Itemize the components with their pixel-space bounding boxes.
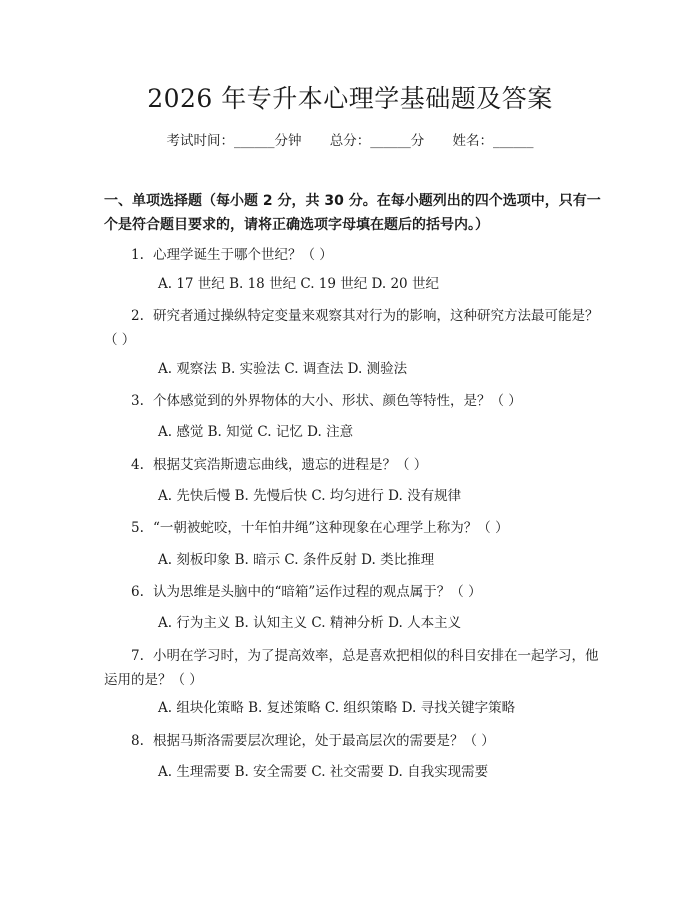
question-2-options: A. 观察法 B. 实验法 C. 调查法 D. 测验法 (158, 361, 408, 377)
question-number: 1. (131, 247, 144, 263)
question-4-options: A. 先快后慢 B. 先慢后快 C. 均匀进行 D. 没有规律 (158, 488, 462, 504)
question-number: 3. (131, 393, 144, 409)
question-5-options: A. 刻板印象 B. 暗示 C. 条件反射 D. 类比推理 (158, 552, 435, 568)
question-3 (104, 389, 604, 413)
question-stem: 根据艾宾浩斯遗忘曲线，遗忘的进程是？（ ） (153, 457, 428, 473)
exam-time-field: 考试时间：______分钟 (166, 133, 302, 149)
question-stem: 研究者通过操纵特定变量来观察其对行为的影响，这种研究方法最可能是？（ ） (104, 308, 599, 348)
question-6 (104, 580, 604, 604)
student-name-field: 姓名：______ (452, 133, 534, 149)
question-stem: 认为思维是头脑中的“暗箱”运作过程的观点属于？（ ） (153, 584, 482, 600)
question-7 (104, 644, 604, 692)
question-6-options: A. 行为主义 B. 认知主义 C. 精神分析 D. 人本主义 (158, 615, 462, 631)
question-stem: “一朝被蛇咬，十年怕井绳”这种现象在心理学上称为？（ ） (153, 520, 509, 536)
question-7-options: A. 组块化策略 B. 复述策略 C. 组织策略 D. 寻找关键字策略 (158, 700, 516, 716)
question-2 (104, 304, 604, 352)
question-1 (104, 243, 604, 267)
question-4 (104, 453, 604, 477)
total-score-field: 总分：______分 (329, 133, 425, 149)
question-8 (104, 729, 604, 753)
question-stem: 心理学诞生于哪个世纪？（ ） (153, 247, 333, 263)
question-stem: 根据马斯洛需要层次理论，处于最高层次的需要是？（ ） (153, 733, 495, 749)
question-1-options: A. 17 世纪 B. 18 世纪 C. 19 世纪 D. 20 世纪 (158, 276, 439, 292)
question-3-options: A. 感觉 B. 知觉 C. 记忆 D. 注意 (158, 424, 354, 440)
section-heading: 一、单项选择题（每小题 2 分，共 30 分。在每小题列出的四个选项中，只有一个是符合题目要求的，请将正确选项字母填在题后的括号内。） (104, 193, 601, 233)
question-5 (104, 516, 604, 540)
question-number: 2. (131, 308, 144, 324)
question-number: 8. (131, 733, 144, 749)
question-stem: 小明在学习时，为了提高效率，总是喜欢把相似的科目安排在一起学习，他运用的是？（ ） (104, 648, 599, 688)
document-title: 2026 年专升本心理学基础题及答案 (147, 84, 553, 113)
question-number: 7. (131, 648, 144, 664)
question-number: 6. (131, 584, 144, 600)
exam-meta-row (0, 131, 700, 151)
question-stem: 个体感觉到的外界物体的大小、形状、颜色等特性，是？（ ） (153, 393, 522, 409)
question-8-options: A. 生理需要 B. 安全需要 C. 社交需要 D. 自我实现需要 (158, 764, 489, 780)
question-number: 4. (131, 457, 144, 473)
question-number: 5. (131, 520, 144, 536)
